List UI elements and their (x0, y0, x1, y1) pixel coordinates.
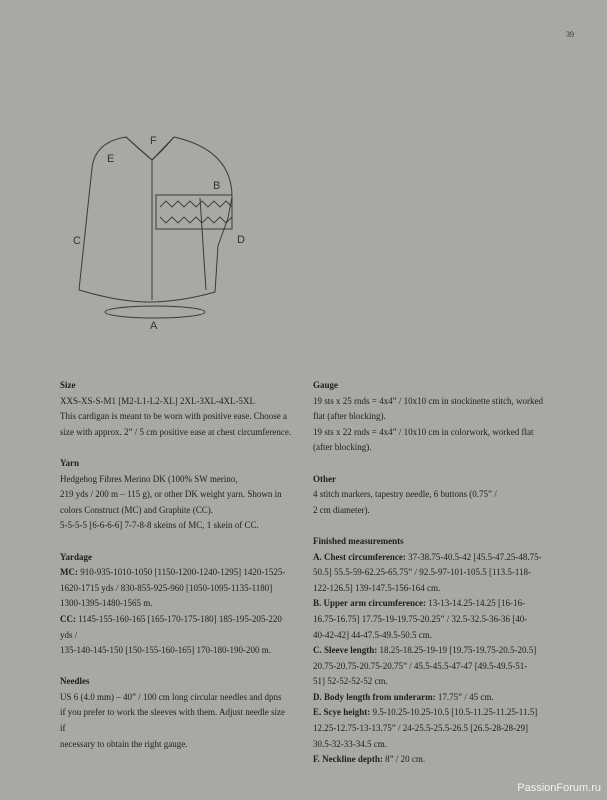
mc-label: MC: (60, 567, 78, 578)
measurement-line: 12.25-12.75-13-13.75” / 24-25.5-25.5-26.5 [26.5-28-28-29] (313, 723, 528, 734)
cc-label: CC: (60, 613, 76, 624)
measurement-c: C. Sleeve length: 18.25-18.25-19-19 [19.75-19.75-20.5-20.5] (313, 645, 537, 656)
measurements-heading: Finished measurements (313, 535, 404, 546)
yardage-mc-line: MC: 910-935-1010-1050 [1150-1200-1240-1295] 1420-1525- (60, 567, 286, 578)
yarn-line: Hedgehog Fibres Merino DK (100% SW merino, (60, 473, 238, 484)
yardage-line: 135-140-145-150 [150-155-160-165] 170-180-190-200 m. (60, 645, 271, 656)
other-line: 2 cm diameter). (313, 504, 370, 515)
size-heading: Size (60, 380, 76, 390)
needles-section (60, 674, 292, 752)
left-column (60, 378, 292, 768)
label-a: A (150, 320, 158, 332)
yarn-line: 219 yds / 200 m – 115 g), or other DK weight yarn. Shown in (60, 489, 282, 500)
yardage-section (60, 550, 292, 659)
gauge-line: 19 sts x 25 rnds = 4x4” / 10x10 cm in stockinette stitch, worked (313, 395, 544, 406)
other-heading: Other (313, 473, 336, 484)
measurement-line: 51] 52-52-52-52 cm. (313, 676, 388, 687)
needles-heading: Needles (60, 676, 90, 687)
label-b: B (213, 180, 221, 192)
yardage-line: 1300-1395-1480-1565 m. (60, 598, 153, 609)
measurement-f: F. Neckline depth: 8” / 20 cm. (313, 754, 426, 765)
measurement-e: E. Scye height: 9.5-10.25-10.25-10.5 [10.5-11.25-11.25-11.5] (313, 707, 538, 718)
measurement-line: 50.5] 55.5-59-62.25-65.75” / 92.5-97-101-105.5 [113.5-118- (313, 567, 532, 578)
yarn-section (60, 456, 292, 534)
label-c: C (73, 235, 81, 247)
right-column (313, 378, 565, 783)
gauge-line: flat (after blocking). (313, 411, 386, 422)
needles-line: necessary to obtain the right gauge. (60, 738, 188, 749)
gauge-line: 19 sts x 22 rnds = 4x4” / 10x10 cm in colorwork, worked flat (313, 426, 534, 437)
label-d: D (237, 234, 245, 246)
size-line: size with approx. 2” / 5 cm positive ease at chest circumference. (60, 426, 292, 437)
measurement-line: 20.75-20.75-20.75-20.75” / 45.5-45.5-47-47 [49.5-49.5-51- (313, 660, 528, 671)
measurement-line: 40-42-42] 44-47.5-49.5-50.5 cm. (313, 629, 432, 640)
gauge-section (313, 378, 565, 456)
hem-ellipse (105, 306, 205, 318)
measurement-d: D. Body length from underarm: 17.75” / 45 cm. (313, 691, 494, 702)
colorwork-motif (160, 201, 232, 223)
yardage-cc-line: CC: 1145-155-160-165 [165-170-175-180] 185-195-205-220 yds / (60, 613, 282, 640)
sleeve-line (200, 198, 206, 290)
measurement-line: 30.5-32-33-34.5 cm. (313, 738, 387, 749)
size-line: XXS-XS-S-M1 [M2-L1-L2-XL] 2XL-3XL-4XL-5XL (60, 395, 255, 406)
gauge-heading: Gauge (313, 380, 339, 390)
measurement-line: 122-126.5] 139-147.5-156-164 cm. (313, 582, 441, 593)
other-line: 4 stitch markers, tapestry needle, 6 buttons (0.75” / (313, 489, 497, 500)
label-e: E (107, 153, 115, 165)
gauge-line: (after blocking). (313, 442, 372, 453)
yardage-heading: Yardage (60, 551, 92, 562)
measurements-section (313, 534, 565, 768)
label-f: F (150, 135, 157, 147)
size-line: This cardigan is meant to be worn with positive ease. Choose a (60, 411, 287, 422)
page-number: 39 (566, 30, 574, 39)
cardigan-schematic (0, 0, 607, 360)
yardage-line: 1620-1715 yds / 830-855-925-960 [1050-1095-1135-1180] (60, 582, 273, 593)
measurement-b: B. Upper arm circumference: 13-13-14.25-14.25 [16-16- (313, 598, 525, 609)
other-section (313, 472, 565, 519)
measurement-a: A. Chest circumference: 37-38.75-40.5-42 [45.5-47.25-48.75- (313, 551, 542, 562)
yarn-line: colors Construct (MC) and Graphite (CC). (60, 504, 213, 515)
needles-line: US 6 (4.0 mm) – 40” / 100 cm long circular needles and dpns (60, 691, 282, 702)
measurement-line: 16.75-16.75] 17.75-19-19.75-20.25” / 32.5-32.5-36-36 [40- (313, 613, 528, 624)
size-section (60, 378, 292, 440)
colorwork-band (156, 195, 232, 229)
yarn-heading: Yarn (60, 457, 80, 468)
watermark: PassionForum.ru (517, 782, 601, 794)
needles-line: if you prefer to work the sleeves with them. Adjust needle size if (60, 707, 285, 734)
yarn-line: 5-5-5-5 [6-6-6-6] 7-7-8-8 skeins of MC, 1 skein of CC. (60, 520, 259, 531)
